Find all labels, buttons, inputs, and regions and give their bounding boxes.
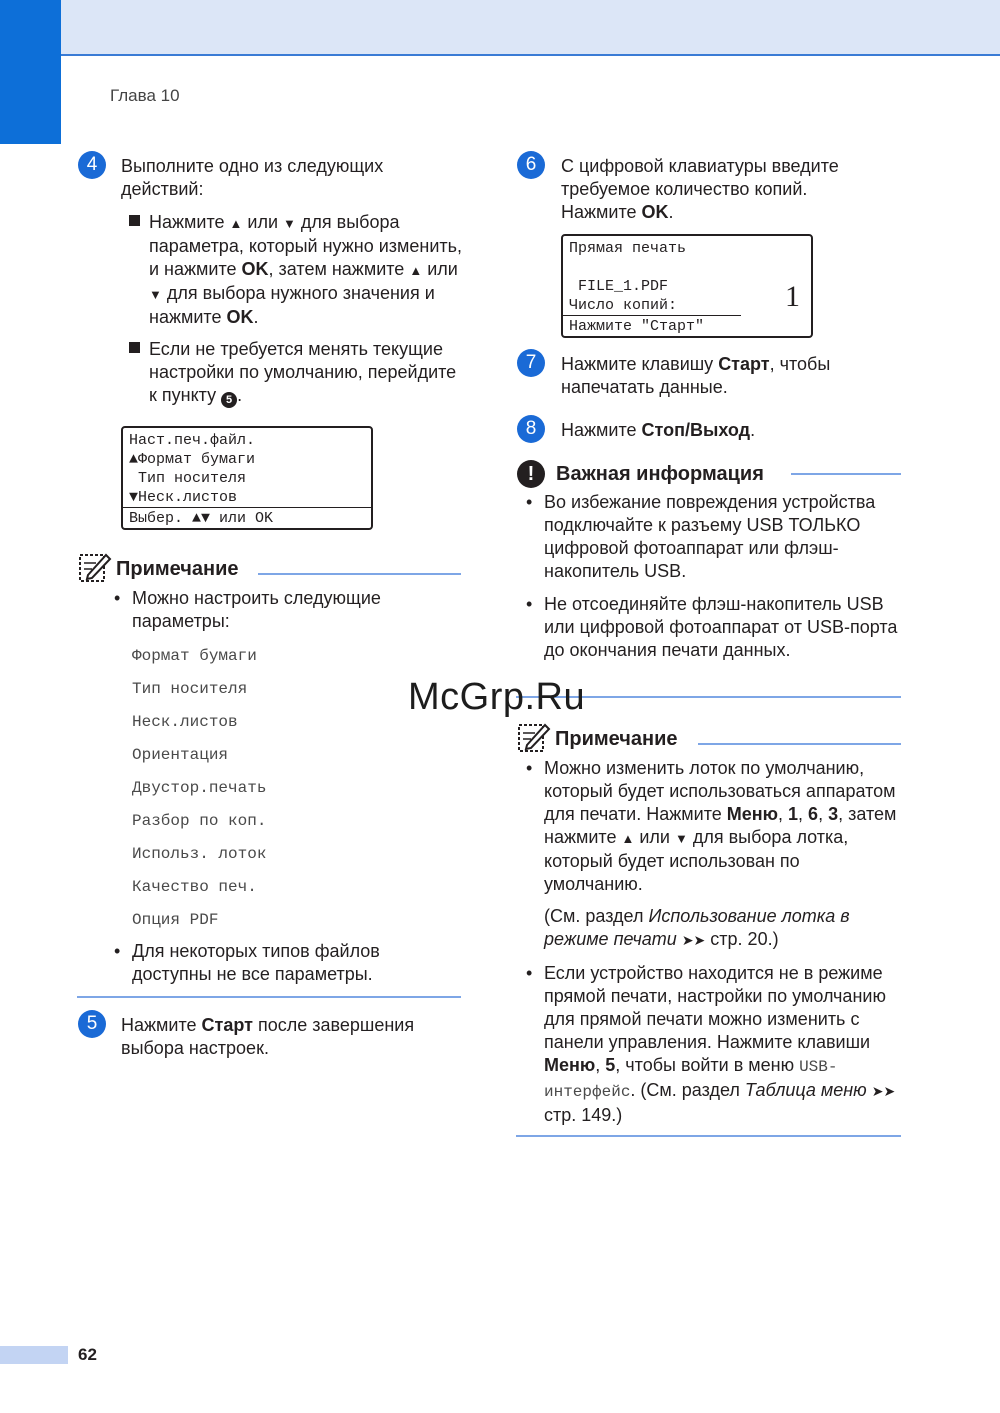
down-arrow-icon: ▼ <box>283 216 296 231</box>
page-number: 62 <box>78 1345 97 1364</box>
lcd-line: ▲Формат бумаги <box>129 451 256 468</box>
param-item: Неск.листов <box>132 713 238 731</box>
note-icon <box>517 721 551 753</box>
lcd-line: Выбер. ▲▼ или OK <box>123 507 371 528</box>
note-end-rule <box>77 996 461 998</box>
note-bullet: • Можно изменить лоток по умолчанию, который будет использоваться аппаратом для печати. Нажмите Меню, 1, 6, 3, затем нажмите ▲ или ▼ для выбора лотка, который будет использован по умолчанию. <box>526 757 901 906</box>
note-title: Примечание <box>116 558 239 580</box>
note-bullet: • Для некоторых типов файлов доступны не все параметры. <box>114 940 434 996</box>
step-5-text: Нажмите Старт после завершения выбора настроек. <box>121 1015 415 1058</box>
header-band <box>0 0 1000 56</box>
lcd-line: Прямая печать <box>569 240 687 257</box>
step-ref-icon: 5 <box>221 392 237 408</box>
lcd-display-settings <box>121 426 373 530</box>
step-4-badge: 4 <box>78 151 106 179</box>
param-item: Опция PDF <box>132 911 219 929</box>
watermark: McGrp.Ru <box>408 676 586 718</box>
square-bullet-icon <box>129 342 140 353</box>
step-4-intro: Выполните одно из следующих действий: <box>121 156 384 199</box>
step-7-badge: 7 <box>517 349 545 377</box>
lcd-line: Тип носителя <box>129 470 247 487</box>
lcd-line: Нажмите "Старт" <box>563 315 741 336</box>
note-bullet: • Если устройство находится не в режиме прямой печати, настройки по умолчанию для прямой печати можно изменить с панели управления. Нажмите клавиши Меню, 5, чтобы войти в меню USB-интерфейс. (См. раздел Таблица меню ➤➤ стр. 149.) <box>526 962 901 1137</box>
double-arrow-icon: ➤➤ <box>871 1083 896 1099</box>
note-rule <box>258 573 461 575</box>
important-title: Важная информация <box>556 463 764 485</box>
step-6-text: С цифровой клавиатуры введите требуемое количество копий. Нажмите OK. <box>561 156 839 222</box>
param-item: Формат бумаги <box>132 647 257 665</box>
important-bullet: • Во избежание повреждения устройства подключайте к разъему USB ТОЛЬКО цифровой фотоаппарат или флэш-накопитель USB. <box>526 491 901 583</box>
lcd-display-copies <box>561 234 813 338</box>
important-bullets <box>526 491 901 672</box>
chapter-tab <box>0 0 61 144</box>
param-item: Разбор по коп. <box>132 812 267 830</box>
step-4-option-1: Нажмите ▲ или ▼ для выбора параметра, который нужно изменить, и нажмите OK, затем нажмите ▲ или ▼ для выбора нужного значения и нажмите OK. <box>129 211 469 329</box>
step-7-text: Нажмите клавишу Старт, чтобы напечатать данные. <box>561 354 831 397</box>
note-see-ref: (См. раздел Использование лотка в режиме печати ➤➤ стр. 20.) <box>544 906 850 949</box>
param-item: Качество печ. <box>132 878 257 896</box>
note-rule <box>698 743 901 745</box>
lcd-line: Наст.печ.файл. <box>129 432 256 449</box>
step-5-badge: 5 <box>78 1010 106 1038</box>
double-arrow-icon: ➤➤ <box>681 932 706 948</box>
note-title: Примечание <box>555 728 678 750</box>
step-8-badge: 8 <box>517 415 545 443</box>
square-bullet-icon <box>129 215 140 226</box>
step-4-option-2: Если не требуется менять текущие настройки по умолчанию, перейдите к пункту 5 . <box>129 338 469 408</box>
page-number-band <box>0 1346 68 1364</box>
lcd-line: FILE_1.PDF <box>569 278 669 295</box>
up-arrow-icon: ▲ <box>229 216 243 231</box>
param-item: Двустор.печать <box>132 779 267 797</box>
chapter-label: Глава 10 <box>110 86 180 105</box>
lcd-line: Число копий: <box>569 297 678 314</box>
down-arrow-icon: ▼ <box>674 831 688 846</box>
note-bullet: • Можно настроить следующие параметры: <box>114 587 444 643</box>
important-rule <box>791 473 901 475</box>
step-8-text: Нажмите Стоп/Выход. <box>561 420 756 440</box>
note-end-rule <box>516 1135 901 1137</box>
param-item: Использ. лоток <box>132 845 267 863</box>
note-icon <box>78 551 112 583</box>
important-bullet: • Не отсоединяйте флэш-накопитель USB или цифровой фотоаппарат от USB-порта до окончания печати данных. <box>526 593 901 662</box>
up-arrow-icon: ▲ <box>621 831 635 846</box>
copy-count: 1 <box>785 280 800 313</box>
step-6-badge: 6 <box>517 151 545 179</box>
param-item: Ориентация <box>132 746 229 764</box>
lcd-line: ▼Неск.листов <box>129 489 238 506</box>
param-list <box>132 646 432 943</box>
param-item: Тип носителя <box>132 680 248 698</box>
important-icon: ! <box>517 460 545 488</box>
